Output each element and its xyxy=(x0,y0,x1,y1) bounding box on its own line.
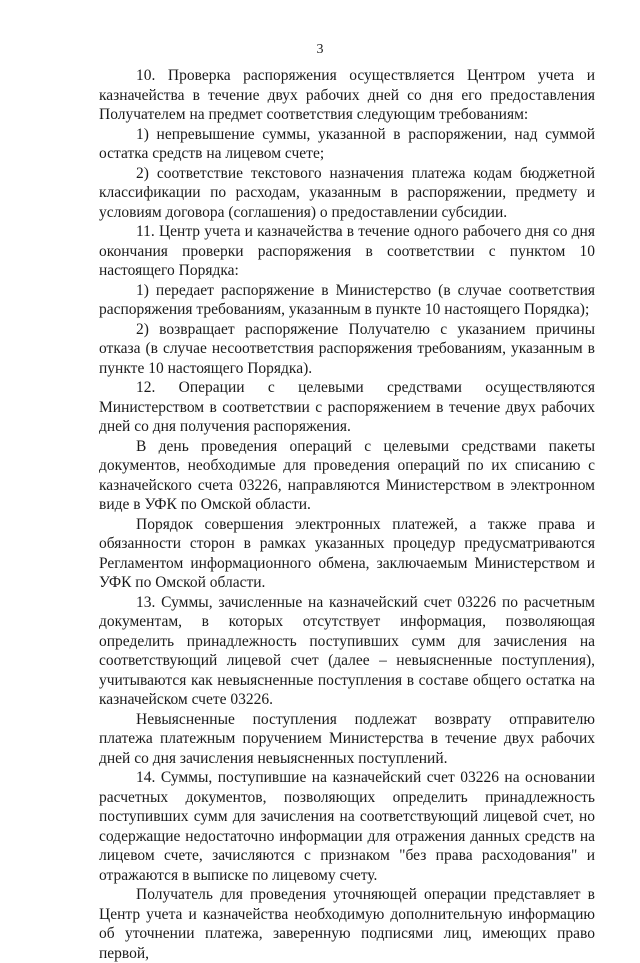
paragraph-12-electronic-payments: Порядок совершения электронных платежей, а также права и обязанности сторон в рамках указанных процедур предусматриваются Регламентом информационного обмена, заключаемым Министерством и УФК по Омской области. xyxy=(99,515,595,591)
paragraph-11-item-1: 1) передает распоряжение в Министерство (в случае соответствия распоряжения требованиям, указанным в пункте 10 настоящего Порядка); xyxy=(99,281,595,318)
paragraph-14: 14. Суммы, поступившие на казначейский счет 03226 на основании расчетных документов, позволяющих определить принадлежность поступивших сумм для зачисления на соответствующий лицевой счет, но содержащие недостаточно информации для отражения данных средств на лицевом счете, зачисляются с признаком "без права расходования" и отражаются в выписке по лицевому счету. xyxy=(99,769,595,884)
paragraph-14-recipient: Получатель для проведения уточняющей операции представляет в Центр учета и казначейства необходимую дополнительную информацию об уточнении платежа, заверенную подписями лиц, имеющих право первой, xyxy=(99,886,595,962)
paragraph-10-item-1: 1) непревышение суммы, указанной в распоряжении, над суммой остатка средств на лицевом счете; xyxy=(99,125,595,162)
paragraph-11-intro: 11. Центр учета и казначейства в течение одного рабочего дня со дня окончания проверки распоряжения в соответствии с пунктом 10 настоящего Порядка: xyxy=(99,223,595,279)
paragraph-12-operations-day: В день проведения операций с целевыми средствами пакеты документов, необходимые для проведения операций по их списанию с казначейского счета 03226, направляются Министерством в электронном виде в УФК по Омской области. xyxy=(99,437,595,513)
paragraph-13: 13. Суммы, зачисленные на казначейский счет 03226 по расчетным документам, в которых отсутствует информация, позволяющая определить принадлежность поступивших сумм для зачисления на соответствующий лицевой счет (далее – невыясненные поступления), учитываются как невыясненные поступления в составе общего остатка на казначейском счете 03226. xyxy=(99,593,595,708)
paragraph-12: 12. Операции с целевыми средствами осуществляются Министерством в соответствии с распоряжением в течение двух рабочих дней со дня получения распоряжения. xyxy=(99,379,595,435)
paragraph-10-intro: 10. Проверка распоряжения осуществляется Центром учета и казначейства в течение двух рабочих дней со дня его предоставления Получателем на предмет соответствия следующим требованиям: xyxy=(99,67,595,123)
page-number: 3 xyxy=(316,42,324,57)
document-body xyxy=(99,66,595,963)
paragraph-13-refund: Невыясненные поступления подлежат возврату отправителю платежа платежным поручением Министерства в течение двух рабочих дней со дня зачисления невыясненных поступлений. xyxy=(99,710,595,767)
paragraph-11-item-2: 2) возвращает распоряжение Получателю с указанием причины отказа (в случае несоответствия распоряжения требованиям, указанным в пункте 10 настоящего Порядка). xyxy=(99,320,595,377)
paragraph-10-item-2: 2) соответствие текстового назначения платежа кодам бюджетной классификации по расходам, указанным в распоряжении, предмету и условиям договора (соглашения) о предоставлении субсидии. xyxy=(99,164,595,221)
